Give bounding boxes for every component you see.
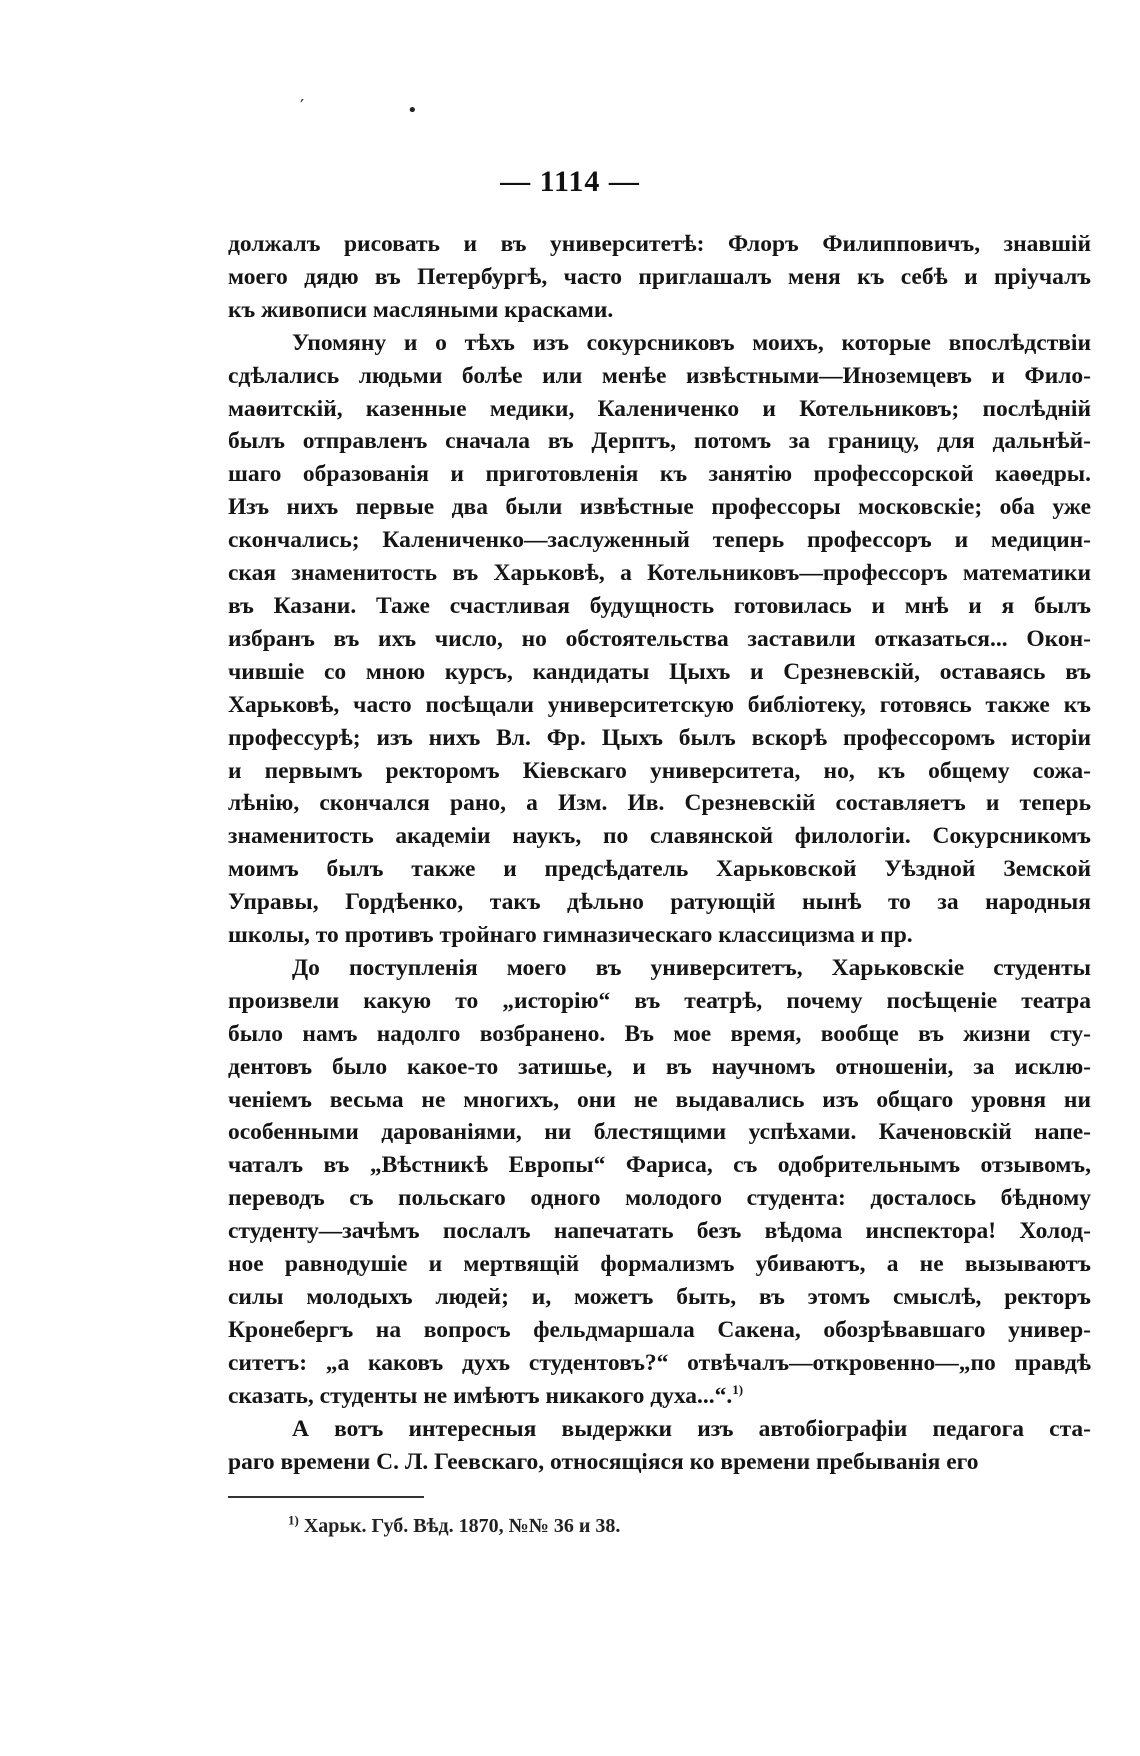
- text-line: ская знаменитость въ Харьковѣ, а Котельниковъ—профессоръ математики: [228, 560, 1091, 587]
- text-line: должалъ рисовать и въ университетѣ: Флоръ Филипповичъ, знавшій: [228, 231, 1091, 257]
- scan-speck: •: [407, 100, 418, 121]
- text-line: дентовъ было какое-то затишье, и въ научномъ отношеніи, за исклю-: [228, 1053, 1091, 1080]
- text-line: Управы, Гордѣенко, такъ дѣльно ратующій нынѣ то за народныя: [228, 889, 1091, 916]
- text-line: [228, 1380, 1091, 1413]
- paragraph: [228, 952, 1091, 1413]
- line-text: сказать, студенты не имѣютъ никакого духа...“.: [228, 1382, 733, 1409]
- text-line: особенными дарованіями, ни блестящими успѣхами. Каченовскій напе-: [228, 1119, 1091, 1146]
- text-line: раго времени С. Л. Геевскаго, относящіяся ко времени пребыванія его: [228, 1448, 979, 1475]
- text-line: лѣнію, скончался рано, а Изм. Ив. Срезневскій составляетъ и теперь: [228, 790, 1091, 817]
- text-line: ное равнодушіе и мертвящій формализмъ убиваютъ, а не вызываютъ: [228, 1251, 1091, 1278]
- text-line: Изъ нихъ первые два были извѣстные профессоры московскіе; оба уже: [228, 494, 1091, 521]
- text-line: было намъ надолго возбранено. Въ мое время, вообще въ жизни сту-: [228, 1020, 1091, 1047]
- text-line: чившіе со мною курсъ, кандидаты Цыхъ и Срезневскій, оставаясь въ: [228, 658, 1091, 685]
- text-line: и первымъ ректоромъ Кіевскаго университета, но, къ общему сожа-: [228, 757, 1091, 784]
- text-line: моего дядю въ Петербургѣ, часто приглашалъ меня къ себѣ и пріучалъ: [228, 263, 1091, 290]
- paragraph: [228, 228, 1091, 327]
- text-line: студенту—зачѣмъ послалъ напечатать безъ вѣдома инспектора! Холод-: [228, 1218, 1091, 1245]
- scan-speck: ′: [300, 96, 305, 117]
- text-line: профессурѣ; изъ нихъ Вл. Фр. Цыхъ былъ вскорѣ профессоромъ исторіи: [228, 724, 1091, 751]
- text-line: До поступленія моего въ университетъ, Харьковскіе студенты: [292, 954, 1091, 981]
- text-line: Кронебергъ на вопросъ фельдмаршала Сакена, обозрѣвавшаго универ-: [228, 1316, 1091, 1343]
- footnote-divider: [228, 1496, 424, 1498]
- body-text: [228, 228, 1091, 1478]
- text-line: ситетъ: „а каковъ духъ студентовъ?“ отвѣчалъ—откровенно—„по правдѣ: [228, 1349, 1091, 1376]
- footnote-reference: 1): [732, 1381, 744, 1397]
- text-line: знаменитость академіи наукъ, по славянской филологіи. Сокурсникомъ: [228, 823, 1091, 850]
- footnote-text: Харьк. Губ. Вѣд. 1870, №№ 36 и 38.: [303, 1515, 621, 1537]
- text-line: избранъ въ ихъ число, но обстоятельства заставили отказаться... Окон-: [228, 625, 1091, 652]
- text-line: маѳитскій, казенные медики, Калениченко и Котельниковъ; послѣдній: [228, 395, 1091, 422]
- text-line: скончались; Калениченко—заслуженный теперь профессоръ и медицин-: [228, 527, 1091, 554]
- text-line: чаталъ въ „Вѣстникѣ Европы“ Фариса, съ одобрительнымъ отзывомъ,: [228, 1152, 1091, 1179]
- text-line: А вотъ интересныя выдержки изъ автобіографіи педагога ста-: [292, 1415, 1091, 1442]
- text-line: къ живописи масляными красками.: [228, 296, 614, 323]
- text-line: моимъ былъ также и предсѣдатель Харьковской Уѣздной Земской: [228, 856, 1091, 883]
- footnote: [288, 1512, 988, 1538]
- paragraph: [228, 327, 1091, 952]
- text-line: произвели какую то „исторію“ въ театрѣ, почему посѣщеніе театра: [228, 987, 1091, 1014]
- text-line: Упомяну и о тѣхъ изъ сокурсниковъ моихъ, которые впослѣдствіи: [292, 329, 1091, 356]
- paragraph: [228, 1413, 1091, 1479]
- text-line: переводъ съ польскаго одного молодого студента: досталось бѣдному: [228, 1185, 1091, 1212]
- text-line: школы, то противъ тройнаго гимназическаго классицизма и пр.: [228, 922, 913, 949]
- footnote-marker: 1): [288, 1512, 299, 1528]
- text-line: силы молодыхъ людей; и, можетъ быть, въ этомъ смыслѣ, ректоръ: [228, 1284, 1091, 1310]
- text-line: былъ отправленъ сначала въ Дерптъ, потомъ за границу, для дальнѣй-: [228, 428, 1091, 455]
- text-line: шаго образованія и приготовленія къ занятію профессорской каѳедры.: [228, 461, 1091, 488]
- text-line: Харьковѣ, часто посѣщали университетскую библіотеку, готовясь также къ: [228, 691, 1091, 718]
- text-line: въ Казани. Таже счастливая будущность готовилась и мнѣ и я былъ: [228, 592, 1091, 619]
- page-number: — 1114 —: [500, 165, 640, 198]
- text-line: ченіемъ весьма не многихъ, они не выдавались изъ общаго уровня ни: [228, 1086, 1091, 1113]
- text-line: сдѣлались людьми болѣе или менѣе извѣстными—Иноземцевъ и Фило-: [228, 362, 1091, 389]
